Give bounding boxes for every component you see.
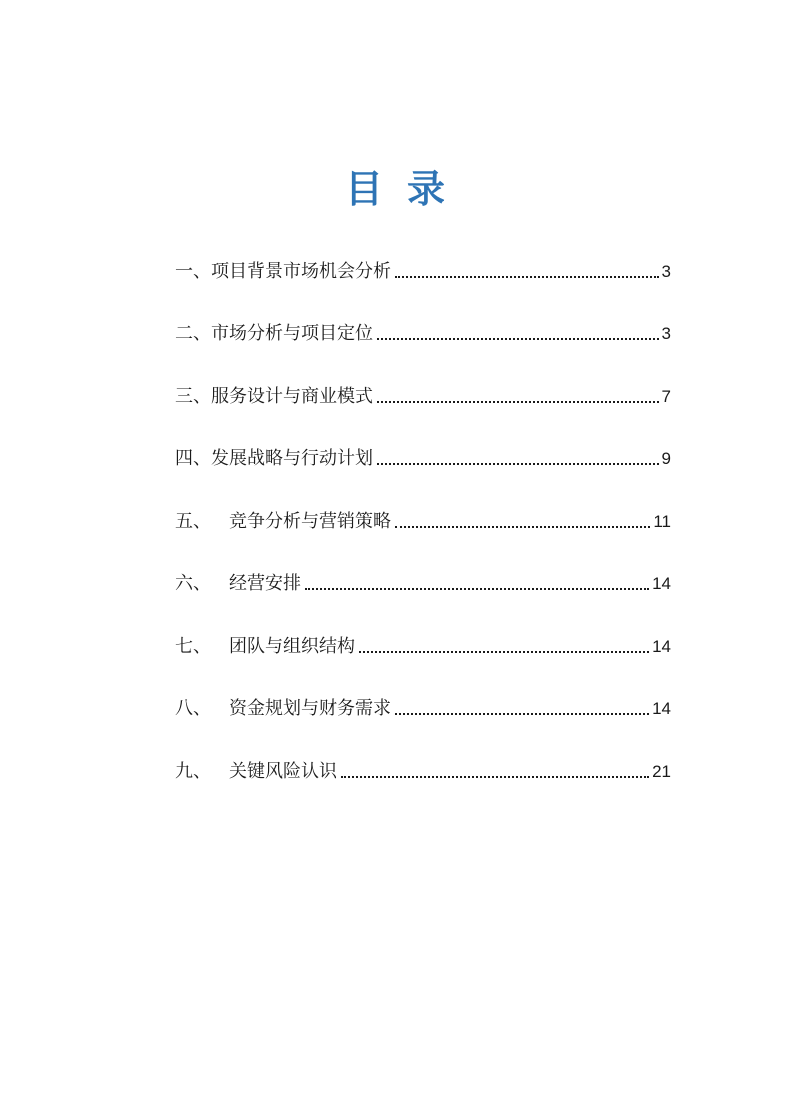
toc-entry-number: 一、 [175, 260, 211, 282]
toc-dot-leader [377, 462, 659, 465]
toc-entry-9[interactable] [175, 730, 671, 793]
toc-dot-leader [377, 400, 659, 403]
toc-entry-page: 14 [652, 574, 671, 593]
toc-entry-number: 七、 [175, 635, 211, 657]
toc-entry-6[interactable] [175, 543, 671, 606]
toc-entry-3[interactable] [175, 355, 671, 418]
toc-entry-number: 六、 [175, 573, 211, 594]
toc-entry-text: 项目背景市场机会分析 [211, 260, 391, 282]
toc-entry-text: 服务设计与商业模式 [211, 385, 373, 407]
toc-list [175, 230, 671, 793]
toc-entry-text: 关键风险认识 [229, 760, 337, 782]
toc-entry-8[interactable] [175, 668, 671, 731]
toc-title-part2: 录 [407, 166, 448, 211]
toc-entry-text: 团队与组织结构 [229, 635, 355, 657]
toc-dot-leader [377, 337, 659, 340]
toc-entry-number: 二、 [175, 323, 211, 344]
toc-entry-page: 11 [653, 511, 671, 531]
toc-entry-text: 经营安排 [229, 573, 301, 594]
toc-entry-5[interactable] [175, 480, 671, 543]
toc-entry-1[interactable] [175, 230, 671, 293]
toc-entry-page: 14 [652, 636, 671, 656]
toc-entry-2[interactable] [175, 293, 671, 356]
toc-entry-7[interactable] [175, 605, 671, 668]
toc-entry-4[interactable] [175, 418, 671, 481]
toc-dot-leader [359, 650, 649, 653]
toc-entry-page: 3 [661, 324, 671, 343]
toc-title [0, 158, 792, 213]
toc-dot-leader [395, 275, 659, 278]
toc-entry-page: 9 [661, 449, 671, 468]
toc-dot-leader [395, 525, 650, 528]
toc-title-part1: 目 [344, 166, 385, 211]
toc-entry-page: 14 [652, 699, 671, 718]
toc-entry-number: 三、 [175, 385, 211, 407]
toc-entry-text: 市场分析与项目定位 [211, 323, 373, 344]
toc-entry-page: 21 [652, 761, 671, 781]
toc-entry-number: 九、 [175, 760, 211, 782]
toc-entry-page: 3 [661, 261, 671, 281]
toc-entry-text: 发展战略与行动计划 [211, 448, 373, 469]
toc-dot-leader [395, 712, 649, 715]
toc-entry-number: 八、 [175, 698, 211, 719]
toc-entry-number: 四、 [175, 448, 211, 469]
toc-entry-text: 竞争分析与营销策略 [229, 510, 391, 532]
toc-entry-text: 资金规划与财务需求 [229, 698, 391, 719]
toc-dot-leader [341, 775, 649, 778]
toc-entry-number: 五、 [175, 510, 211, 532]
toc-entry-page: 7 [661, 386, 671, 406]
toc-dot-leader [305, 587, 649, 590]
